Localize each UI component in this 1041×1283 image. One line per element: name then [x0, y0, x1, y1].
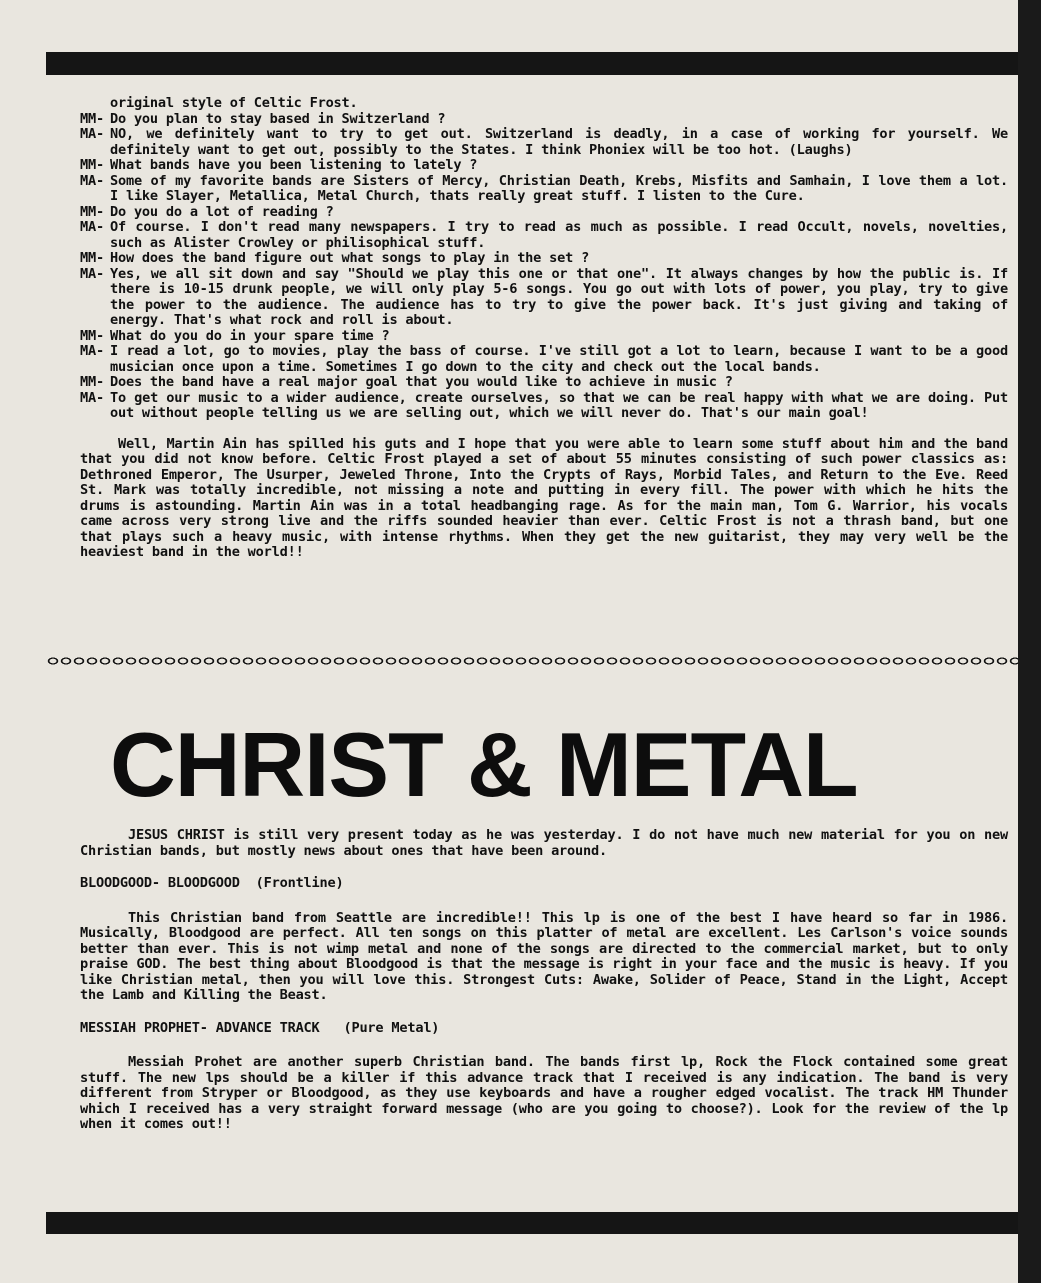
- speaker-label: MA-: [80, 265, 104, 282]
- qa-item: [80, 344, 1008, 375]
- qa-item: [80, 329, 1008, 345]
- review-body: Messiah Prohet are another superb Christian band. The bands first lp, Rock the Flock contained some great stuff. The new lps should be a killer if this advance track that I received is any indication. The band is very different from Stryper or Bloodgood, as they use keyboards and have a rougher edged vocalist. The track HM Thunder which I received has a very straight forward message (who are you going to choose?). Look for the review of the lp when it comes out!!: [80, 1054, 1008, 1132]
- qa-text: Of course. I don't read many newspapers. I try to read as much as possible. I read Occult, novels, novelties, such as Alister Crowley or philisophical stuff.: [110, 219, 1008, 251]
- qa-text: NO, we definitely want to try to get out. Switzerland is deadly, in a case of working for yourself. We definitely want to get out, possibly to the States. I think Phoniex will be too hot. (Laughs): [110, 126, 1008, 158]
- speaker-label: MA-: [80, 126, 104, 142]
- qa-item: [80, 375, 1008, 391]
- section-intro: JESUS CHRIST is still very present today as he was yesterday. I do not have much new material for you on new Christian bands, but mostly news about ones that have been around.: [80, 827, 1008, 859]
- interview-section: [80, 96, 1008, 561]
- speaker-label: MA-: [80, 389, 104, 406]
- chain-divider: [46, 654, 1018, 668]
- speaker-label: MA-: [80, 219, 104, 235]
- qa-item: [80, 251, 1008, 267]
- qa-item: [80, 158, 1008, 174]
- qa-text: Does the band have a real major goal that you would like to achieve in music ?: [110, 374, 733, 390]
- qa-item: [80, 112, 1008, 128]
- speaker-label: MM-: [80, 157, 104, 173]
- qa-text: I read a lot, go to movies, play the bass of course. I've still got a lot to learn, because I want to be a good musician once upon a time. Sometimes I go down to the city and check out the local bands.: [110, 343, 1008, 375]
- qa-text: How does the band figure out what songs to play in the set ?: [110, 250, 590, 266]
- speaker-label: MM-: [80, 110, 104, 127]
- qa-text: To get our music to a wider audience, create ourselves, so that we can be real happy with what we are doing. Put out without people telling us we are selling out, which we will never do. That's our main goal!: [110, 389, 1008, 421]
- qa-text: Yes, we all sit down and say "Should we play this one or that one". It always changes by how the public is. If there is 10-15 drunk people, we will only play 5-6 songs. You go out with lots of power, you play, try to give the power to the audience. The audience has to try to give the power back. It's just giving and taking of energy. That's what rock and roll is about.: [110, 265, 1008, 328]
- page-edge-shadow: [1018, 0, 1041, 1283]
- qa-item: [80, 205, 1008, 221]
- qa-item: [80, 220, 1008, 251]
- speaker-label: MM-: [80, 250, 104, 266]
- speaker-label: MM-: [80, 374, 104, 390]
- intro-line: original style of Celtic Frost.: [110, 96, 358, 111]
- closing-paragraph: Well, Martin Ain has spilled his guts and I hope that you were able to learn some stuff about him and the band that you did not know before. Celtic Frost played a set of about 55 minutes consisting of such power classics as: Dethroned Emperor, The Usurper, Jeweled Throne, Into the Crypts of Rays, Morbid Tales, and Return to the Eve. Reed St. Mark was totally incredible, not missing a note and putting in every fill. The power with which he hits the drums is astounding. Martin Ain was in a total headbanging rage. As for the main man, Tom G. Warrior, his vocals came across very strong live and the riffs sounded heavier than ever. Celtic Frost is not a thrash band, but one that plays such a heavy music, with intense rhythms. When they get the new guitarist, they may very well be the heaviest band in the world!!: [80, 435, 1008, 560]
- qa-item: [80, 267, 1008, 329]
- speaker-label: MA-: [80, 343, 104, 359]
- bottom-rule: [46, 1212, 1018, 1234]
- section-headline: CHRIST & METAL: [110, 715, 858, 816]
- top-rule: [46, 52, 1018, 75]
- qa-text: Do you plan to stay based in Switzerland ?: [110, 110, 446, 127]
- speaker-label: MM-: [80, 327, 104, 344]
- qa-item: [80, 391, 1008, 422]
- christian-metal-section: [80, 828, 1008, 1133]
- qa-text: Do you do a lot of reading ?: [110, 203, 334, 220]
- qa-text: Some of my favorite bands are Sisters of Mercy, Christian Death, Krebs, Misfits and Samhain, I love them a lot. I like Slayer, Metallica, Metal Church, thats really great stuff. I listen to the Cure.: [110, 172, 1008, 204]
- review-title: MESSIAH PROPHET- ADVANCE TRACK (Pure Metal): [80, 1019, 440, 1036]
- speaker-label: MA-: [80, 172, 104, 189]
- qa-text: What do you do in your spare time ?: [110, 327, 390, 344]
- speaker-label: MM-: [80, 203, 104, 220]
- review-title: BLOODGOOD- BLOODGOOD (Frontline): [80, 875, 344, 891]
- qa-item: [80, 127, 1008, 158]
- qa-text: What bands have you been listening to lately ?: [110, 157, 478, 173]
- qa-item: [80, 174, 1008, 205]
- review-body: This Christian band from Seattle are incredible!! This lp is one of the best I have heard so far in 1986. Musically, Bloodgood are perfect. All ten songs on this platter of metal are excellent. Les Carlson's voice sounds better than ever. This is not wimp metal and none of the songs are directed to the commercial market, but to only praise GOD. The best thing about Bloodgood is that the message is right in your face and the music is heavy. If you like Christian metal, then you will love this. Strongest Cuts: Awake, Solider of Peace, Stand in the Light, Accept the Lamb and Killing the Beast.: [80, 909, 1008, 1003]
